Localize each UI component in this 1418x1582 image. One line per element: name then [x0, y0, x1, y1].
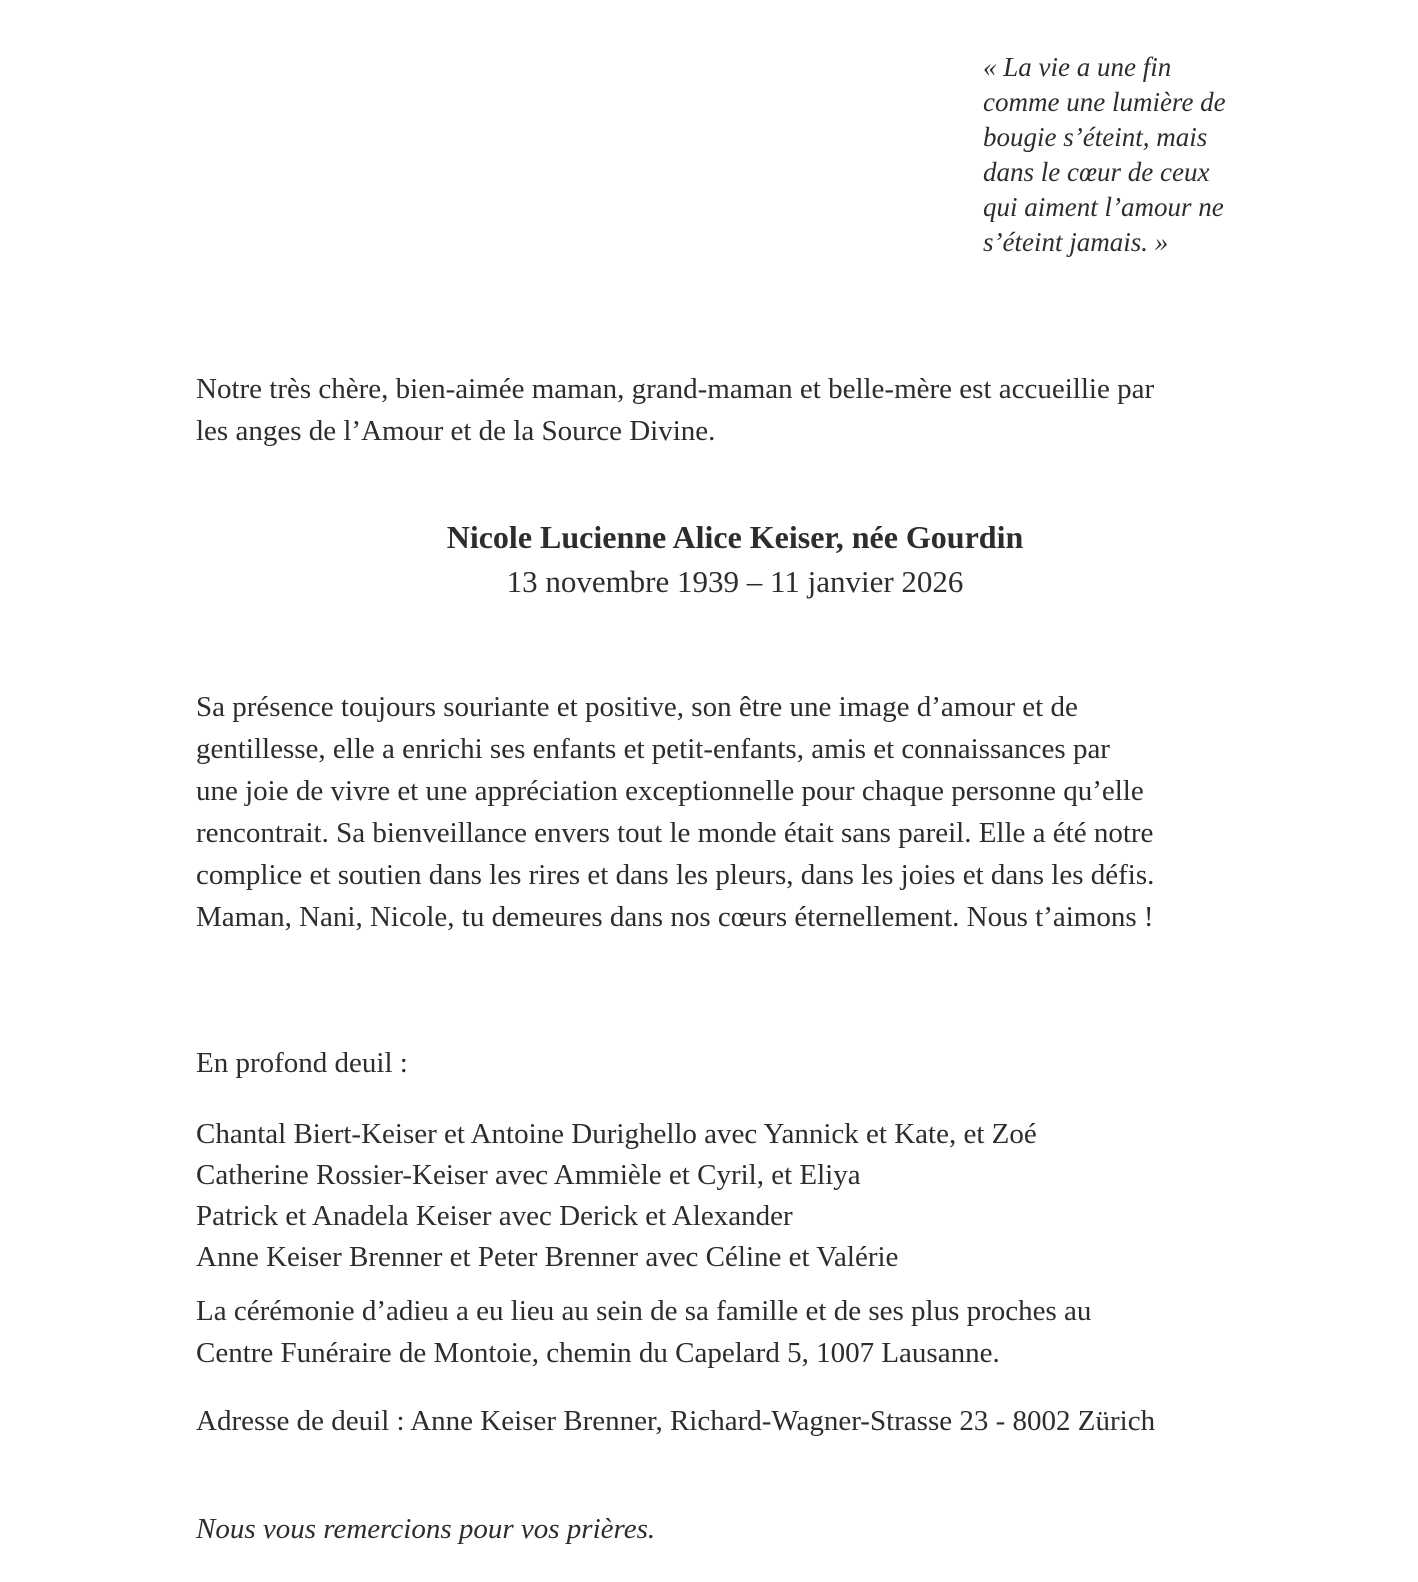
closing-text: Nous vous remercions pour vos prières. — [196, 1513, 656, 1545]
quote-line: dans le cœur de ceux — [983, 157, 1210, 187]
tribute-line: rencontrait. Sa bienveillance envers tout le monde était sans pareil. Elle a été notre — [196, 817, 1154, 849]
quote-line: comme une lumière de — [983, 87, 1226, 117]
tribute-paragraph — [196, 686, 1286, 896]
deceased-name: Nicole Lucienne Alice Keiser, née Gourdin — [446, 519, 1024, 555]
family-member-line: Patrick et Anadela Keiser avec Derick et Alexander — [196, 1200, 793, 1232]
family-list — [196, 1114, 1286, 1278]
tribute-line: gentillesse, elle a enrichi ses enfants et petit-enfants, amis et connaissances par — [196, 733, 1110, 765]
deceased-dates: 13 novembre 1939 – 11 janvier 2026 — [506, 564, 964, 599]
mourning-address-line: Adresse de deuil : Anne Keiser Brenner, Richard-Wagner-Strasse 23 - 8002 Zürich — [196, 1405, 1156, 1437]
family-member-line: Chantal Biert-Keiser et Antoine Durighello avec Yannick et Kate, et Zoé — [196, 1118, 1037, 1150]
mourning-header-line: En profond deuil : — [196, 1047, 408, 1079]
farewell-line: Maman, Nani, Nicole, tu demeures dans nos cœurs éternellement. Nous t’aimons ! — [196, 901, 1154, 933]
intro-line: Notre très chère, bien-aimée maman, grand-maman et belle-mère est accueillie par — [196, 373, 1155, 405]
deceased-header — [196, 514, 1274, 604]
family-member-line: Anne Keiser Brenner et Peter Brenner avec Céline et Valérie — [196, 1241, 899, 1273]
intro-line: les anges de l’Amour et de la Source Divine. — [196, 415, 716, 447]
mourning-header — [196, 1042, 1286, 1084]
ceremony-line: Centre Funéraire de Montoie, chemin du Capelard 5, 1007 Lausanne. — [196, 1337, 1000, 1369]
closing-line — [196, 1508, 1286, 1550]
tribute-line: une joie de vivre et une appréciation exceptionnelle pour chaque personne qu’elle — [196, 775, 1144, 807]
tribute-line: Sa présence toujours souriante et positive, son être une image d’amour et de — [196, 691, 1078, 723]
quote-line: « La vie a une fin — [983, 52, 1172, 82]
quote-line: bougie s’éteint, mais — [983, 122, 1208, 152]
tribute-line: complice et soutien dans les rires et dans les pleurs, dans les joies et dans les défis. — [196, 859, 1155, 891]
ceremony-line: La cérémonie d’adieu a eu lieu au sein de sa famille et de ses plus proches au — [196, 1295, 1092, 1327]
ceremony-paragraph — [196, 1290, 1286, 1374]
farewell-paragraph — [196, 896, 1286, 938]
mourning-address — [196, 1400, 1286, 1442]
family-member-line: Catherine Rossier-Keiser avec Ammièle et Cyril, et Eliya — [196, 1159, 861, 1191]
intro-paragraph — [196, 368, 1286, 452]
quote-line: qui aiment l’amour ne — [983, 192, 1224, 222]
quote-line: s’éteint jamais. » — [983, 227, 1169, 257]
memorial-quote — [983, 50, 1313, 260]
